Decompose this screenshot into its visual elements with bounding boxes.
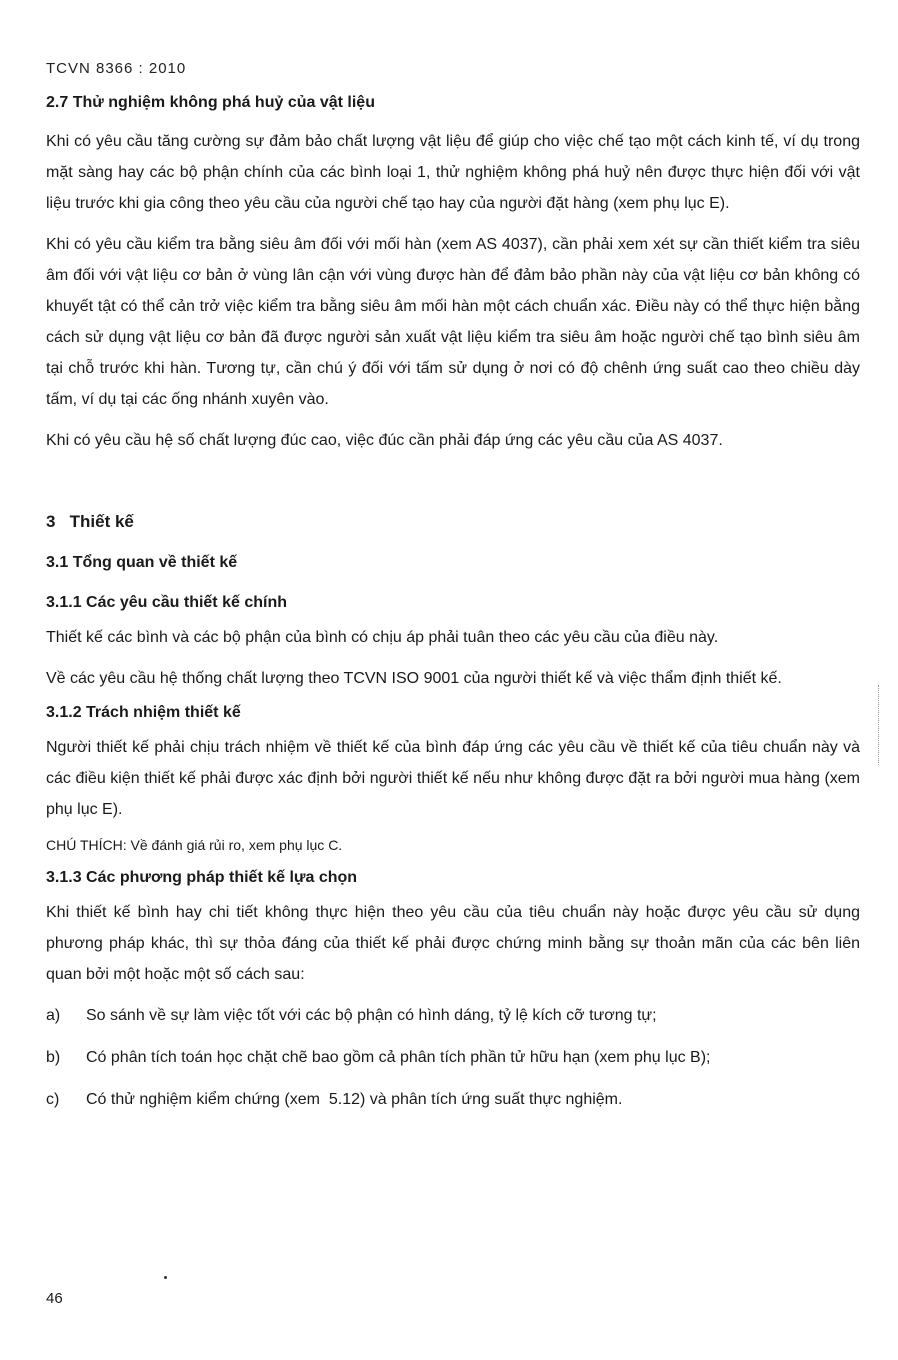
alternative-methods-list [46, 1002, 860, 1114]
page-number: 46 [46, 1290, 63, 1307]
list-item-marker: c) [46, 1091, 60, 1108]
list-item-text: Có phân tích toán học chặt chẽ bao gồm cả phân tích phần tử hữu hạn (xem phụ lục B); [86, 1049, 711, 1066]
list-item [46, 1086, 860, 1114]
list-item [46, 1044, 860, 1072]
list-item-marker: b) [46, 1049, 61, 1066]
section-3-1-3-heading: 3.1.3 Các phương pháp thiết kế lựa chọn [46, 869, 358, 886]
section-3-1-2-note: CHÚ THÍCH: Về đánh giá rủi ro, xem phụ lục C. [46, 837, 343, 853]
list-item-marker: a) [46, 1007, 61, 1024]
document-code-header: TCVN 8366 : 2010 [46, 60, 187, 77]
section-2-7-heading: 2.7 Thử nghiệm không phá huỷ của vật liệu [46, 94, 375, 111]
section-3-1-2-heading: 3.1.2 Trách nhiệm thiết kế [46, 704, 241, 721]
section-2-7-paragraph-3: Khi có yêu cầu hệ số chất lượng đúc cao, việc đúc cần phải đáp ứng các yêu cầu của AS 4037. [46, 432, 723, 449]
scan-margin-marks [878, 685, 883, 765]
section-3-1-1-paragraph-2: Về các yêu cầu hệ thống chất lượng theo TCVN ISO 9001 của người thiết kế và việc thẩm định thiết kế. [46, 670, 782, 687]
section-3-1-1-paragraph-1: Thiết kế các bình và các bộ phận của bình có chịu áp phải tuân theo các yêu cầu của điều này. [46, 629, 719, 646]
section-3-1-1-heading: 3.1.1 Các yêu cầu thiết kế chính [46, 594, 287, 611]
section-2-7-paragraph-2: Khi có yêu cầu kiểm tra bằng siêu âm đối với mối hàn (xem AS 4037), cần phải xem xét sự cần thiết kiểm tra siêu âm đối với vật liệu cơ bản ở vùng lân cận với vùng được hàn để đảm bảo phần này của vật liệu cơ bản không có khuyết tật có thể cản trở việc kiểm tra bằng siêu âm mối hàn một cách chuẩn xác. Điều này có thể thực hiện bằng cách sử dụng vật liệu cơ bản đã được người sản xuất vật liệu kiểm tra siêu âm hoặc người chế tạo bình siêu âm tại chỗ trước khi hàn. Tương tự, cần chú ý đối với tấm sử dụng ở nơi có độ chênh ứng suất cao theo chiều dày tấm, ví dụ tại các ống nhánh xuyên vào. [46, 236, 860, 408]
section-3-1-heading: 3.1 Tổng quan về thiết kế [46, 554, 238, 571]
list-item [46, 1002, 860, 1030]
section-3-heading: 3 Thiết kế [46, 512, 134, 531]
list-item-text: So sánh về sự làm việc tốt với các bộ phận có hình dáng, tỷ lệ kích cỡ tương tự; [86, 1007, 657, 1024]
section-2-7-paragraph-1: Khi có yêu cầu tăng cường sự đảm bảo chất lượng vật liệu để giúp cho việc chế tạo một cách kinh tế, ví dụ trong mặt sàng hay các bộ phận chính của các bình loại 1, thử nghiệm không phá huỷ nên được thực hiện đối với vật liệu trước khi gia công theo yêu cầu của người chế tạo hay của người đặt hàng (xem phụ lục E). [46, 133, 860, 212]
page-content [46, 90, 860, 1114]
section-3-1-3-paragraph: Khi thiết kế bình hay chi tiết không thực hiện theo yêu cầu của tiêu chuẩn này hoặc được yêu cầu sử dụng phương pháp khác, thì sự thỏa đáng của thiết kế phải được chứng minh bằng sự thoản mãn của các bên liên quan bởi một hoặc một số cách sau: [46, 904, 860, 983]
scan-speck [164, 1276, 167, 1279]
list-item-text: Có thử nghiệm kiểm chứng (xem 5.12) và phân tích ứng suất thực nghiệm. [86, 1091, 623, 1108]
section-3-1-2-paragraph: Người thiết kế phải chịu trách nhiệm về thiết kế của bình đáp ứng các yêu cầu về thiết kế của tiêu chuẩn này và các điều kiện thiết kế phải được xác định bởi người thiết kế nếu như không được đặt ra bởi người mua hàng (xem phụ lục E). [46, 739, 860, 818]
